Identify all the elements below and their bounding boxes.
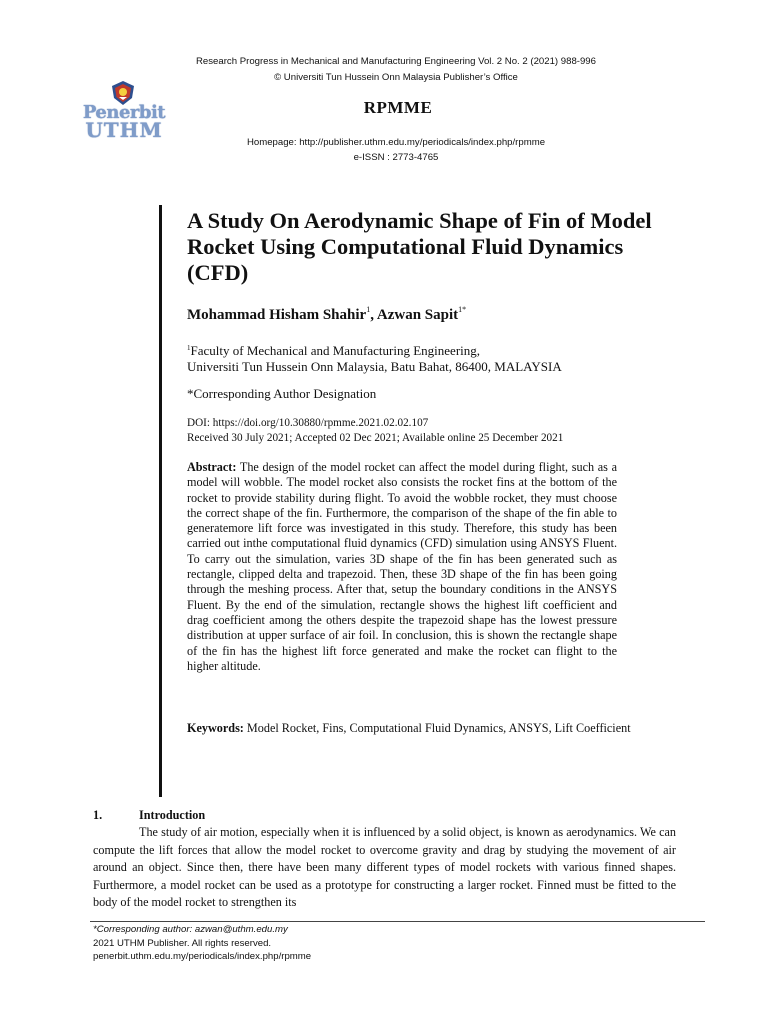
keywords-text: Model Rocket, Fins, Computational Fluid Dynamics, ANSYS, Lift Coefficient [243,721,631,735]
author-affiliation-mark: 1* [458,305,467,314]
abstract-text: The design of the model rocket can affect the model during flight, such as a model will wobble. The model rocket also consists the rocket fins at the bottom of the rocket to provide stability during flight. To avoid the wobble rocket, they must choose the correct shape of the fin. Furthermore, the comparison of the shape of the fin able to generatemore lift force was investigated in this study. Therefore, this study has been carried out inthe computational fluid dynamics (CFD) simulation using ANSYS Fluent. To carry out the simulation, varies 3D shape of the fin has been generated such as rectangle, clipped delta and trapezoid. Then, these 3D shape of the fin has been going through the meshing process. After that, setup the boundary conditions in the ANSYS Fluent. By the end of the simulation, rectangle shows the highest lift coefficient and drag coefficient among the others despite the trapezoid shape has the lowest pressure distribution at upper surface of air foil. In conclusion, this is shown the rectangle shape of the fin has the highest lift force generated and make the rocket can flight to the higher altitude. [187,460,617,673]
author-affiliation-mark: 1 [366,305,371,314]
keywords-label: Keywords: [187,721,244,735]
footer-divider [90,921,705,922]
author-name: Azwan Sapit [376,307,459,323]
corresponding-author-designation: *Corresponding Author Designation [187,386,377,401]
introduction-paragraph: The study of air motion, especially when it is influenced by a solid object, is known as aerodynamics. We can compute the lift forces that allow the model rocket to overcome gravity and drag by studying the movement of air around an object. Since then, there have been many different types of model rockets with various finned shapes. Furthermore, a model rocket can be used as a prototype for constructing a larger rocket. Finned must be fitted to the body of the model rocket to strengthen its [93,825,676,910]
keywords [187,721,642,737]
author-list [187,305,466,324]
doi-and-dates [187,416,563,446]
article-title: A Study On Aerodynamic Shape of Fin of Model Rocket Using Computational Fluid Dynamics (CFD) [187,208,652,285]
copyright-line: © Universiti Tun Hussein Onn Malaysia Publisher’s Office [274,72,518,83]
section-number: 1. [93,808,103,822]
affiliation [187,340,647,375]
doi-link[interactable]: DOI: https://doi.org/10.30880/rpmme.2021.02.02.107 [187,417,429,429]
journal-citation-line: Research Progress in Mechanical and Manufacturing Engineering Vol. 2 No. 2 (2021) 988-996 [196,56,596,67]
abstract [187,460,617,674]
logo-word-uthm: UTHM [85,118,163,142]
affiliation-line: Faculty of Mechanical and Manufacturing Engineering, [190,343,481,358]
affiliation-line: Universiti Tun Hussein Onn Malaysia, Batu Bahat, 86400, MALAYSIA [187,359,562,374]
publication-dates: Received 30 July 2021; Accepted 02 Dec 2021; Available online 25 December 2021 [187,432,564,444]
eissn-line: e-ISSN : 2773-4765 [353,152,439,163]
abstract-label: Abstract: [187,460,237,474]
title-block-vertical-rule [159,205,162,797]
logo-word-penerbit: Penerbit [82,102,166,123]
journal-abbreviation: RPMME [363,98,433,117]
affiliation-mark: 1 [187,344,191,352]
footer-rights: 2021 UTHM Publisher. All rights reserved. [93,938,272,949]
penerbit-uthm-logo [78,80,170,142]
author-separator: , [370,307,377,323]
homepage-line[interactable]: Homepage: http://publisher.uthm.edu.my/periodicals/index.php/rpmme [246,137,546,148]
footer-url[interactable]: penerbit.uthm.edu.my/periodicals/index.php/rpmme [93,951,312,962]
section-title: Introduction [139,808,206,822]
footer-corresponding-email[interactable]: *Corresponding author: azwan@uthm.edu.my [93,924,288,935]
author-name: Mohammad Hisham Shahir [187,307,367,323]
